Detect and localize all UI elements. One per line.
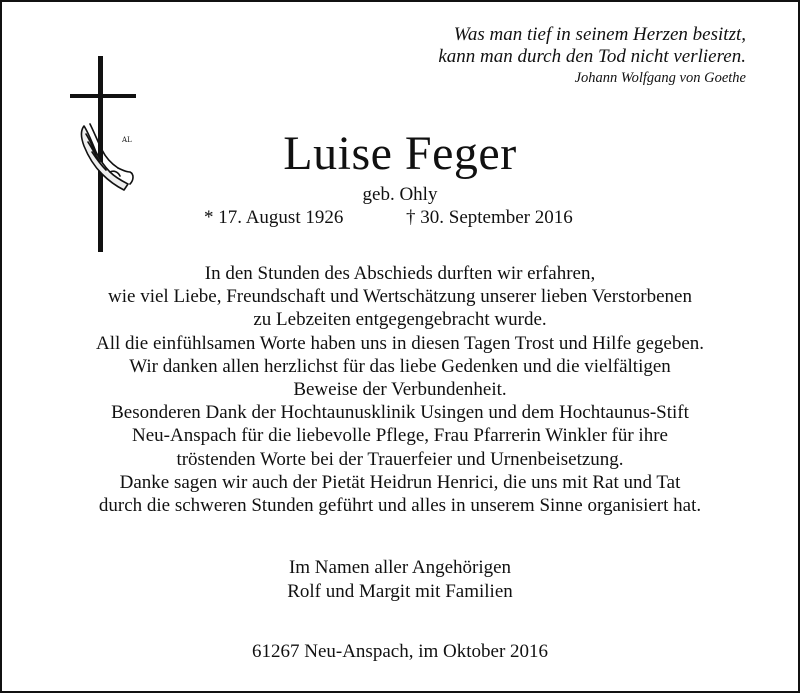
thank-you-message [0,262,800,517]
message-line: Wir danken allen herzlichst für das liebe Gedenken und die vielfältigen [129,355,671,377]
deceased-name: Luise Feger [283,127,517,180]
message-line: Neu-Anspach für die liebevolle Pflege, Frau Pfarrerin Winkler für ihre [132,425,668,447]
quote-line-1: Was man tief in seinem Herzen besitzt, [453,24,746,45]
message-line: zu Lebzeiten entgegengebracht wurde. [253,309,547,331]
message-line: In den Stunden des Abschieds durften wir erfahren, [204,263,596,284]
message-line: Danke sagen wir auch der Pietät Heidrun Henrici, die uns mit Rat und Tat [119,471,681,493]
message-line: tröstenden Worte bei der Trauerfeier und Urnenbeisetzung. [176,448,624,470]
life-dates [0,207,800,231]
message-line: Beweise der Verbundenheit. [293,379,507,401]
place-and-date: 61267 Neu-Anspach, im Oktober 2016 [251,641,549,662]
birth-date: * 17. August 1926 [204,207,344,228]
maiden-name: geb. Ohly [362,184,438,205]
message-line: Besonderen Dank der Hochtaunusklinik Usingen und dem Hochtaunus-Stift [111,402,689,424]
message-line: wie viel Liebe, Freundschaft und Wertschätzung unserer lieben Verstorbenen [108,286,692,308]
signature-line-2: Rolf und Margit mit Familien [287,581,513,602]
death-date: † 30. September 2016 [406,207,573,228]
message-line: All die einfühlsamen Worte haben uns in diesen Tagen Trost und Hilfe gegeben. [95,332,705,354]
signature-line-1: Im Namen aller Angehörigen [288,557,512,578]
quote-author: Johann Wolfgang von Goethe [574,70,746,86]
svg-text:AL: AL [122,136,132,144]
message-line: durch die schweren Stunden geführt und alles in unserem Sinne organisiert hat. [98,495,702,517]
signature-block [0,556,800,604]
goethe-quote [438,24,746,88]
quote-line-2: kann man durch den Tod nicht verlieren. [438,46,746,67]
